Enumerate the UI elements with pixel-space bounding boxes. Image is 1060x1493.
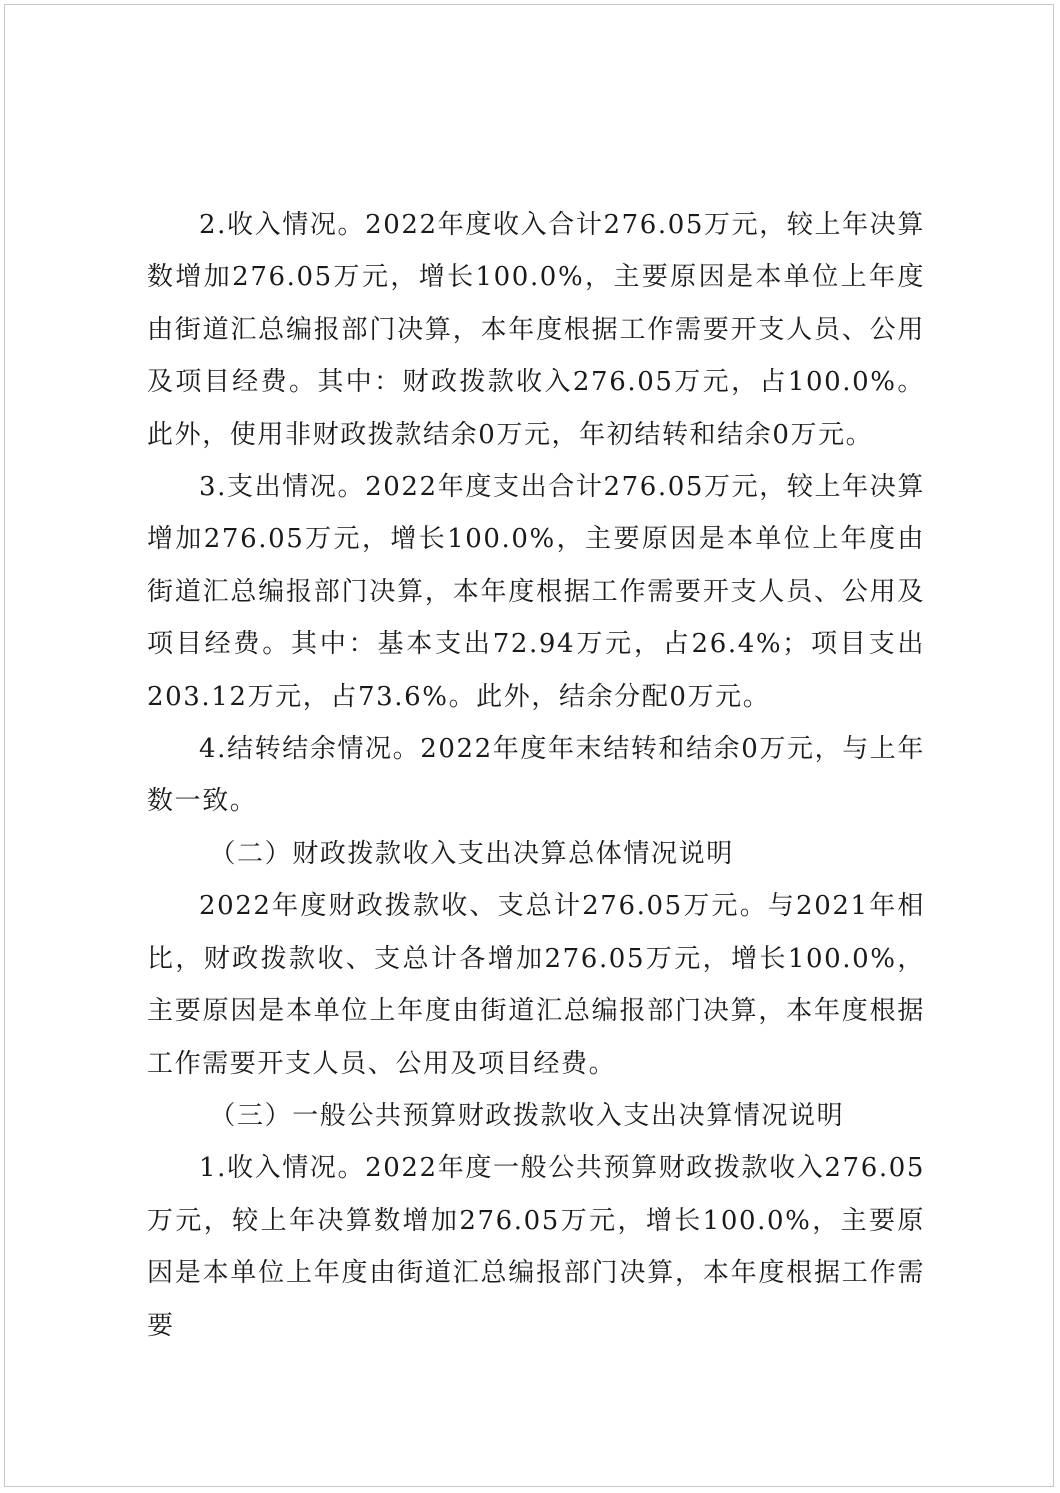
paragraph-general-public-budget-income: 1.收入情况。2022年度一般公共预算财政拨款收入276.05万元，较上年决算数增加276.05万元，增长100.0%，主要原因是本单位上年度由街道汇总编报部门决算，本年度根据工作需要	[147, 1153, 925, 1341]
paragraph-income-summary: 2.收入情况。2022年度收入合计276.05万元，较上年决算数增加276.05万元，增长100.0%，主要原因是本单位上年度由街道汇总编报部门决算，本年度根据工作需要开支人员、公用及项目经费。其中：财政拨款收入276.05万元，占100.0%。此外，使用非财政拨款结余0万元，年初结转和结余0万元。	[147, 210, 925, 450]
paragraph-carryover-balance: 4.结转结余情况。2022年度年末结转和结余0万元，与上年数一致。	[147, 734, 925, 817]
document-page	[4, 4, 1054, 1487]
section-heading-fiscal-appropriation-overview: （二）财政拨款收入支出决算总体情况说明	[209, 838, 734, 869]
document-body	[147, 199, 925, 1352]
section-heading-general-public-budget: （三）一般公共预算财政拨款收入支出决算情况说明	[209, 1100, 845, 1131]
paragraph-expenditure-summary: 3.支出情况。2022年度支出合计276.05万元，较上年决算增加276.05万元，增长100.0%，主要原因是本单位上年度由街道汇总编报部门决算，本年度根据工作需要开支人员、公用及项目经费。其中：基本支出72.94万元，占26.4%；项目支出203.12万元，占73.6%。此外，结余分配0万元。	[147, 472, 925, 712]
paragraph-fiscal-appropriation-total: 2022年度财政拨款收、支总计276.05万元。与2021年相比，财政拨款收、支总计各增加276.05万元，增长100.0%，主要原因是本单位上年度由街道汇总编报部门决算，本年度根据工作需要开支人员、公用及项目经费。	[147, 891, 925, 1079]
